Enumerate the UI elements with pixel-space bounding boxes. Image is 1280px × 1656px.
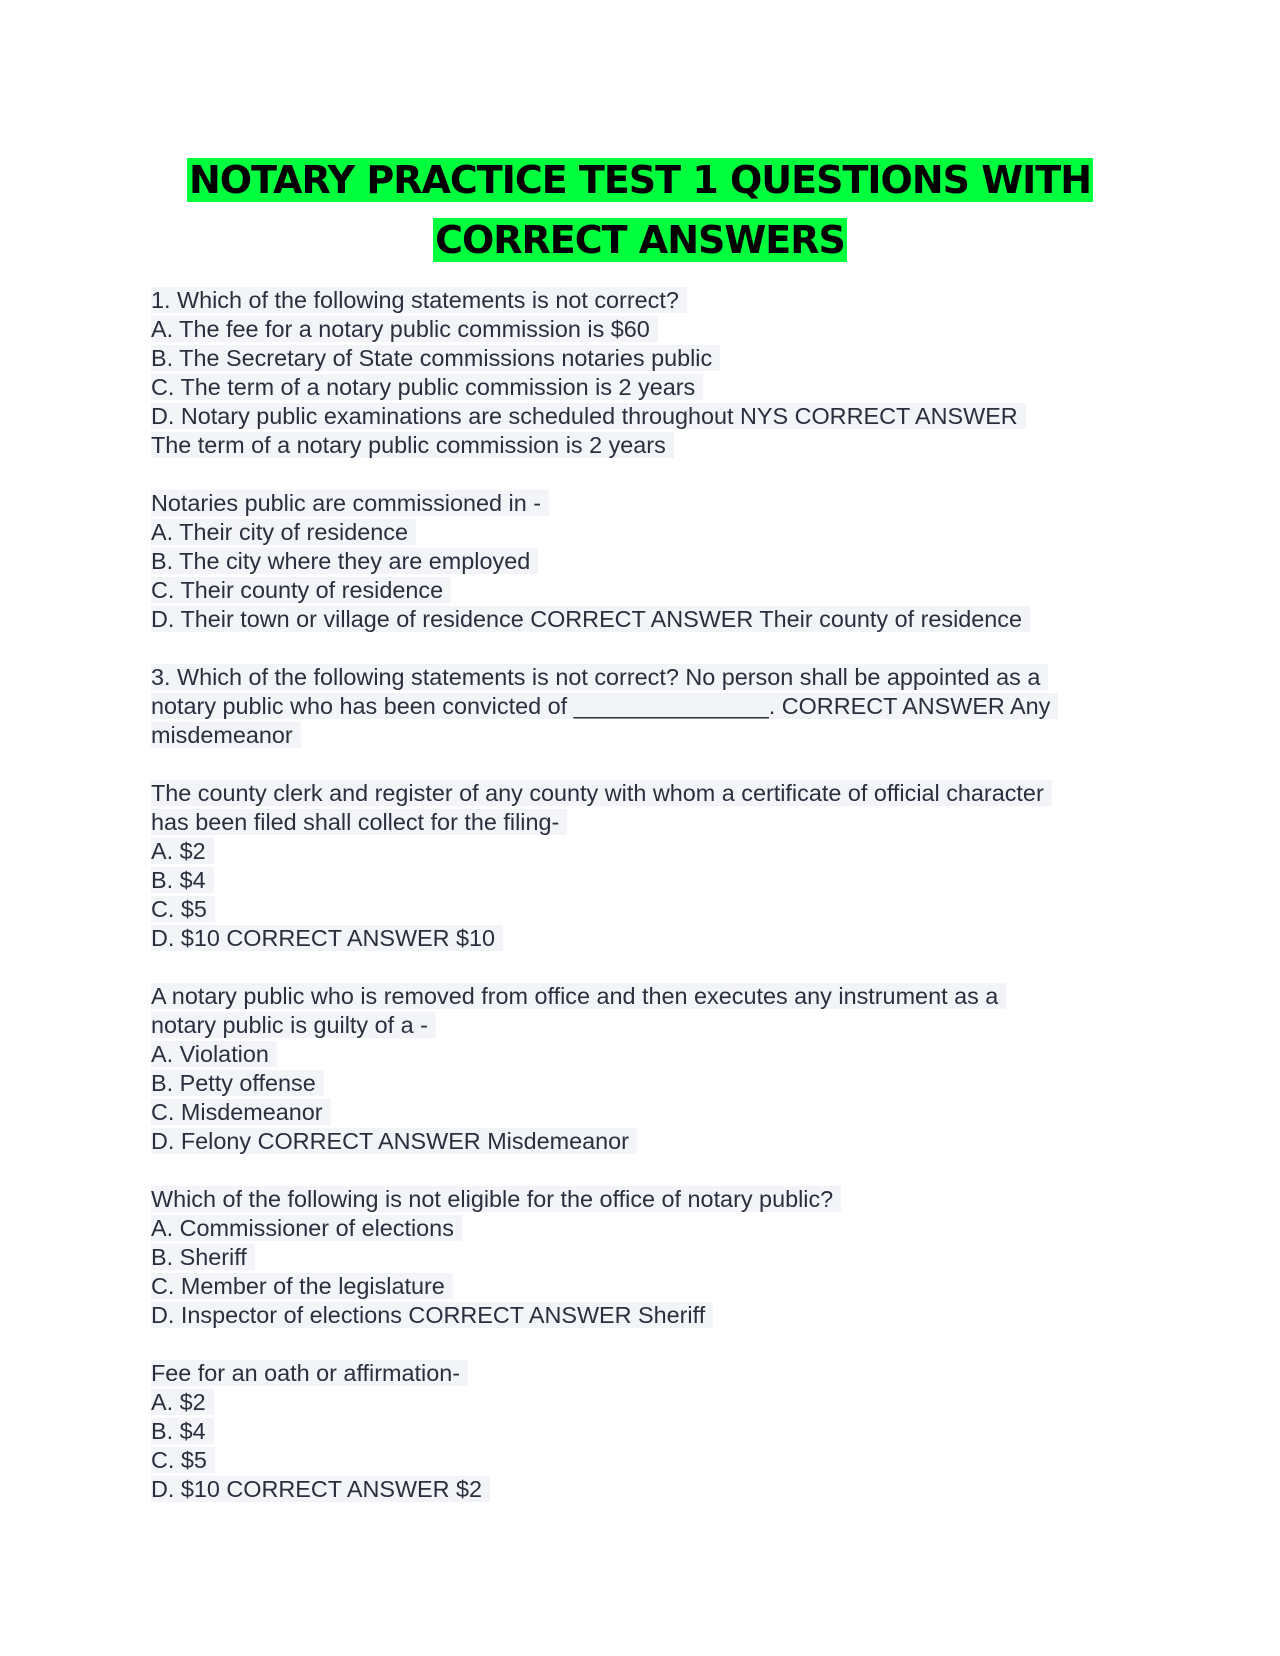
- line-text: 1. Which of the following statements is not correct?: [151, 287, 687, 313]
- line-text: C. The term of a notary public commission is 2 years: [151, 374, 703, 400]
- question-block-7: [151, 1359, 1131, 1504]
- line-text: C. Misdemeanor: [151, 1099, 331, 1125]
- line-text: A. Commissioner of elections: [151, 1215, 462, 1241]
- line-text: C. $5: [151, 1447, 215, 1473]
- line-text: Notaries public are commissioned in -: [151, 490, 549, 516]
- question-block-2: [151, 489, 1131, 634]
- line-text: A. The fee for a notary public commission is $60: [151, 316, 658, 342]
- line-text: C. Member of the legislature: [151, 1273, 453, 1299]
- text-line: [151, 663, 1131, 692]
- line-text: A. Violation: [151, 1041, 277, 1067]
- line-text: notary public who has been convicted of _______________. CORRECT ANSWER Any: [151, 693, 1058, 719]
- line-text: C. $5: [151, 896, 215, 922]
- text-line: [151, 866, 1131, 895]
- text-line: [151, 692, 1131, 721]
- title-line: [150, 210, 1130, 270]
- question-block-6: [151, 1185, 1131, 1330]
- text-line: [151, 982, 1131, 1011]
- text-line: [151, 808, 1131, 837]
- text-line: [151, 373, 1131, 402]
- text-line: [151, 1301, 1131, 1330]
- text-line: [151, 1098, 1131, 1127]
- text-line: [151, 1214, 1131, 1243]
- line-text: B. $4: [151, 867, 214, 893]
- line-text: misdemeanor: [151, 722, 301, 748]
- text-line: [151, 779, 1131, 808]
- text-line: [151, 489, 1131, 518]
- line-text: B. The Secretary of State commissions notaries public: [151, 345, 720, 371]
- text-line: [151, 1011, 1131, 1040]
- line-text: Which of the following is not eligible for the office of notary public?: [151, 1186, 841, 1212]
- question-block-3: [151, 663, 1131, 750]
- line-text: 3. Which of the following statements is not correct? No person shall be appointed as a: [151, 664, 1048, 690]
- text-line: [151, 547, 1131, 576]
- line-text: B. $4: [151, 1418, 214, 1444]
- document-title: [150, 150, 1130, 270]
- text-line: [151, 895, 1131, 924]
- text-line: [151, 1446, 1131, 1475]
- text-line: [151, 837, 1131, 866]
- line-text: A. $2: [151, 838, 214, 864]
- text-line: [151, 1475, 1131, 1504]
- title-highlight: NOTARY PRACTICE TEST 1 QUESTIONS WITH: [188, 158, 1092, 202]
- title-line: [150, 150, 1130, 210]
- text-line: [151, 1388, 1131, 1417]
- line-text: B. The city where they are employed: [151, 548, 538, 574]
- line-text: C. Their county of residence: [151, 577, 451, 603]
- text-line: [151, 344, 1131, 373]
- line-text: D. $10 CORRECT ANSWER $2: [151, 1476, 490, 1502]
- line-text: B. Petty offense: [151, 1070, 324, 1096]
- line-text: D. Notary public examinations are scheduled throughout NYS CORRECT ANSWER: [151, 403, 1026, 429]
- text-line: [151, 1040, 1131, 1069]
- text-line: [151, 286, 1131, 315]
- text-line: [151, 576, 1131, 605]
- line-text: A. $2: [151, 1389, 214, 1415]
- text-line: [151, 1243, 1131, 1272]
- line-text: A notary public who is removed from office and then executes any instrument as a: [151, 983, 1006, 1009]
- text-line: [151, 605, 1131, 634]
- line-text: The term of a notary public commission is 2 years: [151, 432, 674, 458]
- line-text: Fee for an oath or affirmation-: [151, 1360, 468, 1386]
- title-highlight: CORRECT ANSWERS: [435, 218, 845, 262]
- line-text: The county clerk and register of any county with whom a certificate of official character: [151, 780, 1052, 806]
- line-text: B. Sheriff: [151, 1244, 255, 1270]
- text-line: [151, 924, 1131, 953]
- line-text: D. $10 CORRECT ANSWER $10: [151, 925, 503, 951]
- text-line: [151, 1417, 1131, 1446]
- text-line: [151, 1069, 1131, 1098]
- text-line: [151, 402, 1131, 431]
- text-line: [151, 315, 1131, 344]
- text-line: [151, 431, 1131, 460]
- text-line: [151, 1127, 1131, 1156]
- line-text: notary public is guilty of a -: [151, 1012, 436, 1038]
- text-line: [151, 518, 1131, 547]
- line-text: has been filed shall collect for the filing-: [151, 809, 567, 835]
- line-text: D. Inspector of elections CORRECT ANSWER Sheriff: [151, 1302, 713, 1328]
- text-line: [151, 1359, 1131, 1388]
- text-line: [151, 1185, 1131, 1214]
- question-block-5: [151, 982, 1131, 1156]
- line-text: D. Felony CORRECT ANSWER Misdemeanor: [151, 1128, 637, 1154]
- text-line: [151, 721, 1131, 750]
- question-list: [151, 286, 1131, 1533]
- line-text: A. Their city of residence: [151, 519, 416, 545]
- question-block-4: [151, 779, 1131, 953]
- text-line: [151, 1272, 1131, 1301]
- question-block-1: [151, 286, 1131, 460]
- line-text: D. Their town or village of residence CORRECT ANSWER Their county of residence: [151, 606, 1030, 632]
